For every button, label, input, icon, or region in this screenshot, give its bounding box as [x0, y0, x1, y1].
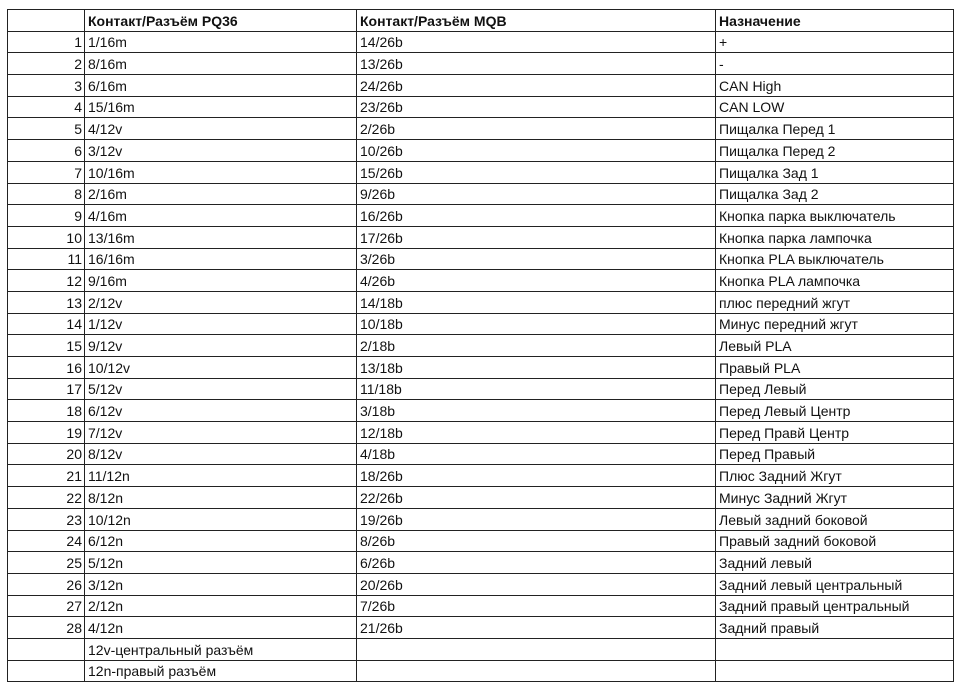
pq36-pin: 2/12n [85, 595, 357, 617]
empty-cell [357, 660, 716, 682]
pq36-pin: 4/12v [85, 118, 357, 140]
row-index: 19 [8, 422, 85, 444]
purpose: CAN High [716, 75, 954, 97]
mqb-pin: 3/18b [357, 400, 716, 422]
purpose: Пищалка Перед 1 [716, 118, 954, 140]
row-index: 11 [8, 248, 85, 270]
pq36-pin: 5/12n [85, 552, 357, 574]
row-index: 12 [8, 270, 85, 292]
purpose: Задний правый [716, 617, 954, 639]
mqb-pin: 8/26b [357, 530, 716, 552]
pq36-pin: 15/16m [85, 96, 357, 118]
row-index: 9 [8, 205, 85, 227]
row-index: 2 [8, 53, 85, 75]
pq36-pin: 1/12v [85, 313, 357, 335]
pq36-pin: 10/16m [85, 161, 357, 183]
mqb-pin: 14/18b [357, 291, 716, 313]
pq36-pin: 9/16m [85, 270, 357, 292]
table-row [8, 248, 954, 270]
pq36-pin: 13/16m [85, 226, 357, 248]
mqb-pin: 6/26b [357, 552, 716, 574]
mqb-pin: 23/26b [357, 96, 716, 118]
purpose: + [716, 31, 954, 53]
connector-pinout-table [7, 9, 954, 682]
mqb-pin: 2/18b [357, 335, 716, 357]
mqb-pin: 17/26b [357, 226, 716, 248]
empty-cell [8, 660, 85, 682]
table-row [8, 75, 954, 97]
empty-cell [716, 660, 954, 682]
table-row [8, 96, 954, 118]
table-row [8, 465, 954, 487]
pq36-pin: 8/16m [85, 53, 357, 75]
pq36-pin: 11/12n [85, 465, 357, 487]
table-row [8, 487, 954, 509]
pq36-pin: 2/16m [85, 183, 357, 205]
pq36-pin: 8/12n [85, 487, 357, 509]
mqb-pin: 4/26b [357, 270, 716, 292]
row-index: 5 [8, 118, 85, 140]
row-index: 25 [8, 552, 85, 574]
row-index: 26 [8, 573, 85, 595]
table-row [8, 140, 954, 162]
mqb-pin: 12/18b [357, 422, 716, 444]
header-row [8, 10, 954, 32]
mqb-pin: 7/26b [357, 595, 716, 617]
purpose: Кнопка парка лампочка [716, 226, 954, 248]
table-row [8, 313, 954, 335]
mqb-pin: 2/26b [357, 118, 716, 140]
purpose: Левый PLA [716, 335, 954, 357]
pq36-pin: 8/12v [85, 443, 357, 465]
row-index: 1 [8, 31, 85, 53]
pq36-pin: 3/12n [85, 573, 357, 595]
row-index: 10 [8, 226, 85, 248]
table-row [8, 31, 954, 53]
purpose: Пищалка Зад 2 [716, 183, 954, 205]
table-row [8, 161, 954, 183]
pq36-pin: 9/12v [85, 335, 357, 357]
mqb-pin: 10/18b [357, 313, 716, 335]
row-index: 24 [8, 530, 85, 552]
table-row [8, 552, 954, 574]
row-index: 3 [8, 75, 85, 97]
pq36-pin: 2/12v [85, 291, 357, 313]
pq36-pin: 6/12n [85, 530, 357, 552]
row-index: 8 [8, 183, 85, 205]
row-index: 15 [8, 335, 85, 357]
table-row [8, 443, 954, 465]
row-index: 20 [8, 443, 85, 465]
table-row [8, 183, 954, 205]
connector-note: 12n-правый разъём [85, 660, 357, 682]
table-row [8, 205, 954, 227]
mqb-pin: 13/18b [357, 357, 716, 379]
mqb-pin: 9/26b [357, 183, 716, 205]
purpose: Правый задний боковой [716, 530, 954, 552]
purpose: Перед Правй Центр [716, 422, 954, 444]
mqb-pin: 24/26b [357, 75, 716, 97]
purpose: Минус передний жгут [716, 313, 954, 335]
pq36-pin: 10/12v [85, 357, 357, 379]
table-row [8, 508, 954, 530]
row-index: 16 [8, 357, 85, 379]
table-row [8, 53, 954, 75]
purpose: плюс передний жгут [716, 291, 954, 313]
row-index: 21 [8, 465, 85, 487]
mqb-pin: 18/26b [357, 465, 716, 487]
header-mqb: Контакт/Разъём MQB [357, 10, 716, 32]
table-row [8, 291, 954, 313]
mqb-pin: 20/26b [357, 573, 716, 595]
table-row [8, 617, 954, 639]
purpose: Задний левый [716, 552, 954, 574]
row-index: 23 [8, 508, 85, 530]
pq36-pin: 10/12n [85, 508, 357, 530]
empty-cell [716, 638, 954, 660]
empty-cell [8, 638, 85, 660]
mqb-pin: 21/26b [357, 617, 716, 639]
purpose: Пищалка Перед 2 [716, 140, 954, 162]
pq36-pin: 4/16m [85, 205, 357, 227]
row-index: 27 [8, 595, 85, 617]
purpose: Плюс Задний Жгут [716, 465, 954, 487]
mqb-pin: 22/26b [357, 487, 716, 509]
mqb-pin: 19/26b [357, 508, 716, 530]
mqb-pin: 10/26b [357, 140, 716, 162]
table-row [8, 422, 954, 444]
mqb-pin: 13/26b [357, 53, 716, 75]
row-index: 13 [8, 291, 85, 313]
table-row [8, 530, 954, 552]
mqb-pin: 3/26b [357, 248, 716, 270]
table-row [8, 270, 954, 292]
pq36-pin: 16/16m [85, 248, 357, 270]
purpose: Задний правый центральный [716, 595, 954, 617]
table-row [8, 378, 954, 400]
note-row [8, 660, 954, 682]
pq36-pin: 5/12v [85, 378, 357, 400]
header-pq36: Контакт/Разъём PQ36 [85, 10, 357, 32]
purpose: Пищалка Зад 1 [716, 161, 954, 183]
header-index [8, 10, 85, 32]
mqb-pin: 4/18b [357, 443, 716, 465]
pq36-pin: 7/12v [85, 422, 357, 444]
row-index: 18 [8, 400, 85, 422]
table-row [8, 400, 954, 422]
empty-cell [357, 638, 716, 660]
mqb-pin: 15/26b [357, 161, 716, 183]
table-row [8, 226, 954, 248]
purpose: Перед Левый [716, 378, 954, 400]
purpose: Перед Правый [716, 443, 954, 465]
mqb-pin: 16/26b [357, 205, 716, 227]
table-row [8, 118, 954, 140]
purpose: Левый задний боковой [716, 508, 954, 530]
note-row [8, 638, 954, 660]
table-row [8, 595, 954, 617]
purpose: CAN LOW [716, 96, 954, 118]
row-index: 14 [8, 313, 85, 335]
pq36-pin: 6/12v [85, 400, 357, 422]
row-index: 7 [8, 161, 85, 183]
row-index: 17 [8, 378, 85, 400]
header-purpose: Назначение [716, 10, 954, 32]
table-row [8, 357, 954, 379]
pq36-pin: 6/16m [85, 75, 357, 97]
connector-note: 12v-центральный разъём [85, 638, 357, 660]
purpose: Перед Левый Центр [716, 400, 954, 422]
purpose: Кнопка парка выключатель [716, 205, 954, 227]
row-index: 28 [8, 617, 85, 639]
pq36-pin: 3/12v [85, 140, 357, 162]
purpose: Кнопка PLA выключатель [716, 248, 954, 270]
row-index: 4 [8, 96, 85, 118]
purpose: Кнопка PLA лампочка [716, 270, 954, 292]
purpose: Правый PLA [716, 357, 954, 379]
purpose: Минус Задний Жгут [716, 487, 954, 509]
purpose: Задний левый центральный [716, 573, 954, 595]
pq36-pin: 1/16m [85, 31, 357, 53]
pq36-pin: 4/12n [85, 617, 357, 639]
purpose: - [716, 53, 954, 75]
mqb-pin: 11/18b [357, 378, 716, 400]
table-row [8, 573, 954, 595]
row-index: 22 [8, 487, 85, 509]
mqb-pin: 14/26b [357, 31, 716, 53]
table-row [8, 335, 954, 357]
row-index: 6 [8, 140, 85, 162]
